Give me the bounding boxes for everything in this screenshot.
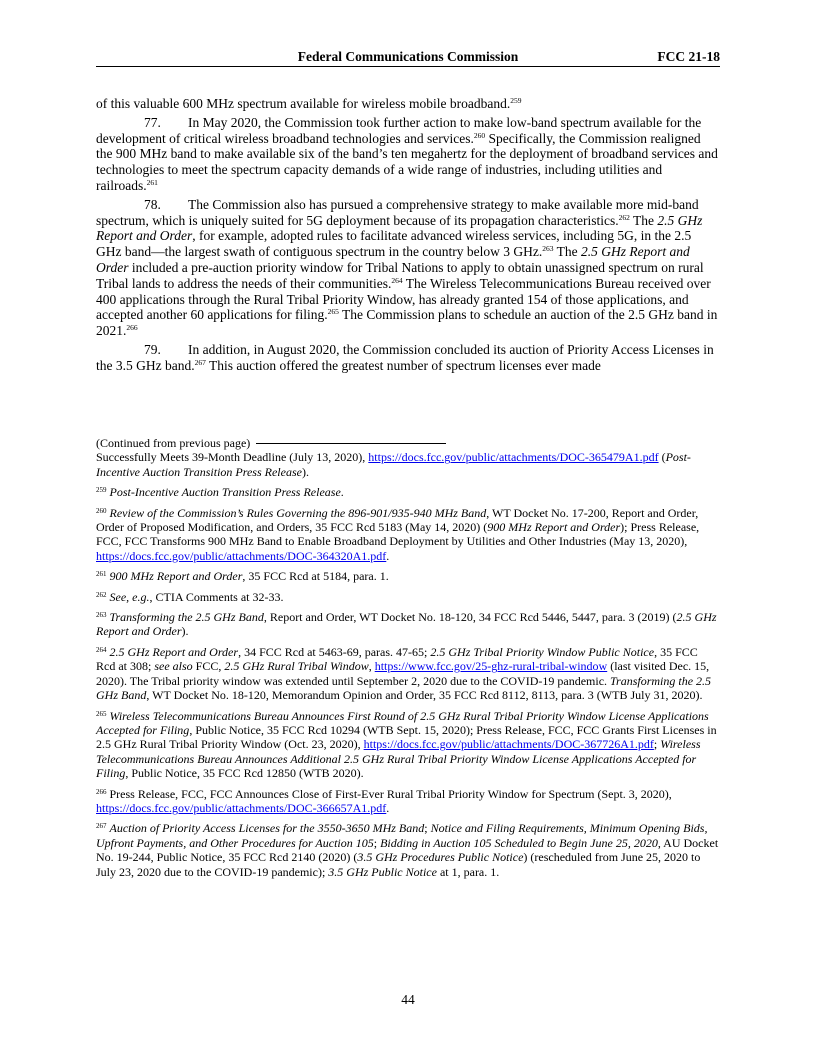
footnote-link[interactable]: https://docs.fcc.gov/public/attachments/DOC-365479A1.pdf: [368, 450, 659, 465]
footnote-number: 259: [96, 486, 107, 495]
footnote-number: 261: [96, 570, 107, 579]
footnote-267: $^{267}$ Auction of Priority Access Licenses for the 3550-3650 MHz Band; Notice and Filing Requirements, Minimum Opening Bids, Upfront Payments, and Other Procedures for Auction 105; Bidding in Auction 105 Scheduled to Begin June 25, 2020, AU Docket No. 19-244, Public Notice, 35 FCC Rcd 2140 (2020) (3.5 GHz Procedures Public Notice) (rescheduled from June 25, 2020 to July 23, 2020 due to the COVID-19 pandemic); 3.5 GHz Public Notice at 1, para. 1.: [96, 821, 719, 879]
page-number: 44: [401, 992, 415, 1007]
footnote-link[interactable]: https://www.fcc.gov/25-ghz-rural-tribal-window: [374, 659, 608, 674]
footnote-number: 262: [96, 590, 107, 599]
paragraph-continuation: of this valuable 600 MHz spectrum available for wireless mobile broadband.$^{259}$: [96, 96, 522, 111]
paragraph-78: 78. The Commission also has pursued a comprehensive strategy to make available more mid-band spectrum, which is uniquely suited for 5G deployment because of its propagation characteristics.$^{262}$ The 2.5 GHz Report and Order, for example, adopted rules to facilitate advanced wireless services, including 5G, in the 2.5 GHz band—the largest swath of contiguous spectrum in the country below 3 GHz.$^{263}$ The 2.5 GHz Report and Order included a pre-auction priority window for Tribal Nations to apply to obtain unassigned spectrum on rural Tribal lands to address the needs of their communities.$^{264}$ The Wireless Telecommunications Bureau received over 400 applications through the Rural Tribal Priority Window, has already granted 154 of those applications, and accepted another 60 applications for filing.$^{265}$ The Commission plans to schedule an auction of the 2.5 GHz band in 2021.$^{266}$: [96, 196, 718, 339]
footnote-link[interactable]: https://docs.fcc.gov/public/attachments/DOC-366657A1.pdf: [96, 800, 387, 815]
footnote-ref[interactable]: 261: [146, 177, 158, 187]
footnote-263: $^{263}$ Transforming the 2.5 GHz Band, Report and Order, WT Docket No. 18-120, 34 FCC Rcd 5446, 5447, para. 3 (2019) (2.5 GHz Report and Order).: [96, 610, 717, 639]
paragraph-number: 78.: [144, 196, 161, 212]
footnote-264: $^{264}$ 2.5 GHz Report and Order, 34 FCC Rcd at 5463-69, paras. 47-65; 2.5 GHz Tribal Priority Window Public Notice, 35 FCC Rcd at 308; see also FCC, 2.5 GHz Rural Tribal Window, https://www.fcc.gov/25-ghz-rural-tribal-window (last visited Dec. 15, 2020). The Tribal priority window was extended until September 2, 2020 due to the COVID-19 pandemic. Transforming the 2.5 GHz Band, WT Docket No. 18-120, Memorandum Opinion and Order, 35 FCC Rcd 8112, 8113, para. 3 (WTB July 31, 2020).: [96, 644, 712, 703]
footnote-link[interactable]: https://docs.fcc.gov/public/attachments/DOC-364320A1.pdf: [96, 548, 387, 563]
footnote-260: $^{260}$ Review of the Commission’s Rules Governing the 896-901/935-940 MHz Band, WT Docket No. 17-200, Report and Order, Order of Proposed Modification, and Orders, 35 FCC Rcd 5183 (May 14, 2020) (900 MHz Report and Order); Press Release, FCC, FCC Transforms 900 MHz Band to Enable Broadband Deployment by Utilities and Other Industries (May 13, 2020), https://docs.fcc.gov/public/attachments/DOC-364320A1.pdf.: [96, 505, 700, 563]
paragraph-number: 77.: [144, 114, 161, 130]
footnote-ref[interactable]: 264: [391, 275, 403, 285]
footnote-number: 266: [96, 787, 107, 796]
footnote-separator: [256, 443, 446, 444]
paragraph-79: 79. In addition, in August 2020, the Commission concluded its auction of Priority Access Licenses in the 3.5 GHz band.$^{267}$ This auction offered the greatest number of spectrum licenses ever made: [96, 341, 714, 373]
paragraph-77: 77. In May 2020, the Commission took further action to make low-band spectrum available for the development of critical wireless broadband technologies and services.$^{260}$ Specifically, the Commission realigned the 900 MHz band to make available six of the band’s ten megahertz for the deployment of broadband services and technologies to meet the spectrum capacity demands of a wide range of industries, including utilities and railroads.$^{261}$: [96, 114, 718, 193]
footnote-266: $^{266}$ Press Release, FCC, FCC Announces Close of First-Ever Rural Tribal Priority Window for Spectrum (Sept. 3, 2020), https://docs.fcc.gov/public/attachments/DOC-366657A1.pdf.: [96, 786, 672, 815]
footnote-number: 260: [96, 506, 107, 515]
footnote-262: $^{262}$ See, e.g., CTIA Comments at 32-33.: [96, 589, 284, 604]
footnote-ref[interactable]: 266: [126, 323, 138, 333]
footnote-continuation-label: (Continued from previous page): [96, 436, 720, 450]
paragraph-number: 79.: [144, 341, 161, 357]
footnote-continued: Successfully Meets 39-Month Deadline (July 13, 2020), https://docs.fcc.gov/public/attachments/DOC-365479A1.pdf (Post-Incentive Auction Transition Press Release).: [96, 450, 691, 479]
footnote-number: 265: [96, 709, 107, 718]
footnote-number: 267: [96, 822, 107, 831]
page-header: [96, 48, 720, 67]
footnote-link[interactable]: https://docs.fcc.gov/public/attachments/DOC-367726A1.pdf: [363, 737, 654, 752]
footnote-number: 264: [96, 645, 107, 654]
footnote-ref[interactable]: 263: [542, 244, 554, 254]
footnote-number: 263: [96, 611, 107, 620]
footnote-259: $^{259}$ Post-Incentive Auction Transition Press Release.: [96, 485, 344, 500]
agency-name: Federal Communications Commission: [297, 49, 519, 64]
footnote-261: $^{261}$ 900 MHz Report and Order, 35 FCC Rcd at 5184, para. 1.: [96, 569, 389, 584]
document-number: FCC 21-18: [657, 49, 720, 64]
footnote-ref[interactable]: 259: [510, 96, 522, 105]
body-text: [96, 96, 720, 377]
footnote-265: $^{265}$ Wireless Telecommunications Bureau Announces First Round of 2.5 GHz Rural Tribal Priority Window License Applications Accepted for Filing, Public Notice, 35 FCC Rcd 10294 (WTB Sept. 15, 2020); Press Release, FCC, FCC Grants First Licenses in 2.5 GHz Rural Tribal Priority Window (Oct. 23, 2020), https://docs.fcc.gov/public/attachments/DOC-367726A1.pdf; Wireless Telecommunications Bureau Announces Additional 2.5 GHz Rural Tribal Priority Window License Applications Accepted for Filing, Public Notice, 35 FCC Rcd 12850 (WTB 2020).: [96, 708, 717, 781]
footnotes: [96, 436, 720, 885]
footnote-ref[interactable]: 265: [327, 307, 339, 317]
footnote-ref[interactable]: 260: [473, 130, 486, 140]
footnote-ref[interactable]: 262: [618, 212, 630, 222]
footnote-ref[interactable]: 267: [194, 357, 206, 367]
